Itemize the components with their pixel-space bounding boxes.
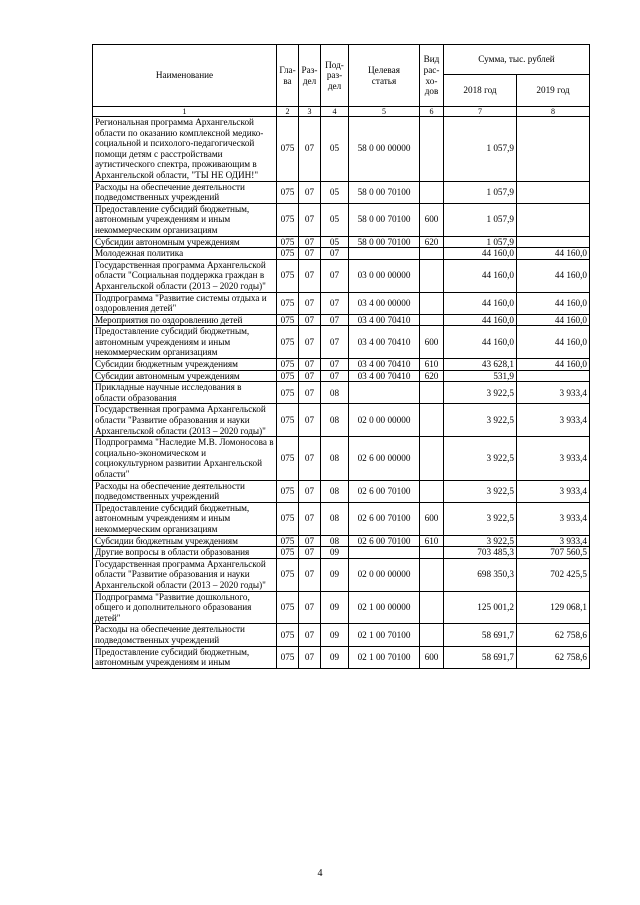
row-podrazdel-cell: 09 [321, 646, 349, 668]
row-vid-cell [420, 314, 444, 326]
row-vid-cell [420, 624, 444, 646]
row-sum-2018-cell: 3 922,5 [444, 404, 517, 437]
row-sum-2018-cell: 1 057,9 [444, 203, 517, 236]
row-razdel-cell: 07 [299, 370, 321, 382]
row-name-cell: Молодежная политика [93, 248, 277, 260]
row-podrazdel-cell: 09 [321, 624, 349, 646]
row-razdel-cell: 07 [299, 326, 321, 359]
table-row [93, 535, 590, 547]
row-vid-cell [420, 259, 444, 292]
header-podrazdel: Под- раз- дел [321, 45, 349, 107]
row-sum-2019-cell: 702 425,5 [517, 558, 590, 591]
row-podrazdel-cell: 09 [321, 558, 349, 591]
table-row [93, 292, 590, 314]
row-name-cell: Предоставление субсидий бюджетным, автономным учреждениям и иным некоммерческим организациям [93, 326, 277, 359]
row-vid-cell: 600 [420, 326, 444, 359]
row-glava-cell: 075 [277, 382, 299, 404]
row-vid-cell: 620 [420, 370, 444, 382]
row-razdel-cell: 07 [299, 382, 321, 404]
header-vid: Вид рас- хо- дов [420, 45, 444, 107]
row-glava-cell: 075 [277, 558, 299, 591]
row-sum-2019-cell: 3 933,4 [517, 437, 590, 480]
table-row [93, 248, 590, 260]
row-sum-2018-cell: 44 160,0 [444, 314, 517, 326]
row-name-cell: Расходы на обеспечение деятельности подведомственных учреждений [93, 181, 277, 203]
header-year-2019: 2019 год [517, 75, 590, 107]
row-razdel-cell: 07 [299, 203, 321, 236]
row-glava-cell: 075 [277, 259, 299, 292]
row-vid-cell: 600 [420, 502, 444, 535]
row-celevaya-cell: 03 4 00 00000 [349, 292, 420, 314]
row-celevaya-cell: 02 1 00 00000 [349, 591, 420, 624]
row-razdel-cell: 07 [299, 314, 321, 326]
row-sum-2018-cell: 3 922,5 [444, 382, 517, 404]
row-celevaya-cell [349, 248, 420, 260]
row-razdel-cell: 07 [299, 181, 321, 203]
row-sum-2019-cell: 62 758,6 [517, 624, 590, 646]
row-glava-cell: 075 [277, 370, 299, 382]
row-vid-cell [420, 382, 444, 404]
col-number: 2 [277, 107, 299, 117]
row-sum-2019-cell: 3 933,4 [517, 480, 590, 502]
row-name-cell: Предоставление субсидий бюджетным, автономным учреждениям и иным некоммерческим организациям [93, 502, 277, 535]
row-podrazdel-cell: 07 [321, 292, 349, 314]
col-number: 4 [321, 107, 349, 117]
row-vid-cell [420, 117, 444, 182]
row-name-cell: Субсидии автономным учреждениям [93, 236, 277, 248]
row-podrazdel-cell: 07 [321, 248, 349, 260]
row-glava-cell: 075 [277, 480, 299, 502]
row-glava-cell: 075 [277, 236, 299, 248]
row-razdel-cell: 07 [299, 624, 321, 646]
row-glava-cell: 075 [277, 292, 299, 314]
col-number: 8 [517, 107, 590, 117]
col-number: 3 [299, 107, 321, 117]
row-podrazdel-cell: 05 [321, 181, 349, 203]
row-vid-cell: 600 [420, 203, 444, 236]
row-glava-cell: 075 [277, 646, 299, 668]
row-razdel-cell: 07 [299, 480, 321, 502]
row-sum-2018-cell: 44 160,0 [444, 259, 517, 292]
row-celevaya-cell: 58 0 00 70100 [349, 203, 420, 236]
table-row [93, 437, 590, 480]
row-glava-cell: 075 [277, 248, 299, 260]
row-vid-cell [420, 181, 444, 203]
row-razdel-cell: 07 [299, 591, 321, 624]
row-razdel-cell: 07 [299, 248, 321, 260]
row-vid-cell [420, 404, 444, 437]
row-sum-2019-cell: 62 758,6 [517, 646, 590, 668]
row-celevaya-cell: 03 4 00 70410 [349, 359, 420, 371]
column-number-row [93, 107, 590, 117]
row-name-cell: Подпрограмма "Наследие М.В. Ломоносова в социально-экономическом и социокультурном развитии Архангельской области" [93, 437, 277, 480]
row-podrazdel-cell: 07 [321, 370, 349, 382]
row-sum-2019-cell: 44 160,0 [517, 259, 590, 292]
row-celevaya-cell: 58 0 00 70100 [349, 181, 420, 203]
row-celevaya-cell [349, 382, 420, 404]
row-sum-2018-cell: 698 350,3 [444, 558, 517, 591]
row-sum-2019-cell: 3 933,4 [517, 502, 590, 535]
page-number: 4 [317, 868, 323, 879]
table-row [93, 382, 590, 404]
table-row [93, 117, 590, 182]
row-glava-cell: 075 [277, 437, 299, 480]
row-vid-cell: 620 [420, 236, 444, 248]
row-sum-2018-cell: 3 922,5 [444, 535, 517, 547]
row-razdel-cell: 07 [299, 502, 321, 535]
row-sum-2018-cell: 44 160,0 [444, 248, 517, 260]
row-celevaya-cell: 03 4 00 70410 [349, 314, 420, 326]
row-celevaya-cell: 58 0 00 70100 [349, 236, 420, 248]
row-podrazdel-cell: 08 [321, 404, 349, 437]
row-razdel-cell: 07 [299, 646, 321, 668]
row-celevaya-cell: 03 0 00 00000 [349, 259, 420, 292]
header-celevaya: Целевая статья [349, 45, 420, 107]
row-celevaya-cell: 02 6 00 70100 [349, 480, 420, 502]
row-sum-2018-cell: 44 160,0 [444, 292, 517, 314]
row-name-cell: Региональная программа Архангельской области по оказанию комплексной медико-социальной и психолого-педагогической помощи детям с расстройствами аутистического спектра, проживающим в Архангельской области, "ТЫ НЕ ОДИН!" [93, 117, 277, 182]
col-number: 5 [349, 107, 420, 117]
table-row [93, 558, 590, 591]
row-razdel-cell: 07 [299, 292, 321, 314]
table-row [93, 181, 590, 203]
row-podrazdel-cell: 08 [321, 535, 349, 547]
row-vid-cell [420, 248, 444, 260]
row-name-cell: Субсидии автономным учреждениям [93, 370, 277, 382]
table-row [93, 646, 590, 668]
row-name-cell: Предоставление субсидий бюджетным, автономным учреждениям и иным некоммерческим организациям [93, 203, 277, 236]
row-celevaya-cell: 02 6 00 70100 [349, 502, 420, 535]
row-sum-2019-cell [517, 236, 590, 248]
row-razdel-cell: 07 [299, 236, 321, 248]
row-sum-2018-cell: 3 922,5 [444, 437, 517, 480]
table-row [93, 314, 590, 326]
row-celevaya-cell: 02 1 00 70100 [349, 646, 420, 668]
row-sum-2018-cell: 1 057,9 [444, 236, 517, 248]
row-sum-2018-cell: 58 691,7 [444, 646, 517, 668]
row-razdel-cell: 07 [299, 259, 321, 292]
row-podrazdel-cell: 09 [321, 591, 349, 624]
row-celevaya-cell [349, 547, 420, 559]
table-row [93, 591, 590, 624]
row-vid-cell: 610 [420, 535, 444, 547]
row-glava-cell: 075 [277, 359, 299, 371]
row-podrazdel-cell: 08 [321, 382, 349, 404]
row-vid-cell: 600 [420, 646, 444, 668]
row-vid-cell [420, 591, 444, 624]
row-sum-2019-cell [517, 181, 590, 203]
row-celevaya-cell: 02 0 00 00000 [349, 404, 420, 437]
row-vid-cell: 610 [420, 359, 444, 371]
row-sum-2018-cell: 1 057,9 [444, 181, 517, 203]
row-sum-2019-cell: 129 068,1 [517, 591, 590, 624]
row-sum-2019-cell: 3 933,4 [517, 535, 590, 547]
row-sum-2018-cell: 58 691,7 [444, 624, 517, 646]
row-podrazdel-cell: 05 [321, 236, 349, 248]
row-sum-2018-cell: 703 485,3 [444, 547, 517, 559]
row-sum-2018-cell: 3 922,5 [444, 480, 517, 502]
row-sum-2018-cell: 1 057,9 [444, 117, 517, 182]
table-row [93, 370, 590, 382]
table-row [93, 259, 590, 292]
table-row [93, 203, 590, 236]
row-razdel-cell: 07 [299, 547, 321, 559]
table-row [93, 404, 590, 437]
table-row [93, 502, 590, 535]
col-number: 6 [420, 107, 444, 117]
row-podrazdel-cell: 08 [321, 502, 349, 535]
col-number: 1 [93, 107, 277, 117]
row-glava-cell: 075 [277, 314, 299, 326]
row-name-cell: Государственная программа Архангельской области "Развитие образования и науки Архангельской области (2013 – 2020 годы)" [93, 558, 277, 591]
row-sum-2018-cell: 43 628,1 [444, 359, 517, 371]
row-name-cell: Государственная программа Архангельской области "Социальная поддержка граждан в Архангельской области (2013 – 2020 годы)" [93, 259, 277, 292]
row-name-cell: Субсидии бюджетным учреждениям [93, 359, 277, 371]
table-row [93, 326, 590, 359]
row-glava-cell: 075 [277, 404, 299, 437]
row-vid-cell [420, 547, 444, 559]
row-glava-cell: 075 [277, 117, 299, 182]
row-razdel-cell: 07 [299, 359, 321, 371]
row-sum-2019-cell: 3 933,4 [517, 404, 590, 437]
row-podrazdel-cell: 05 [321, 117, 349, 182]
row-sum-2019-cell [517, 370, 590, 382]
row-razdel-cell: 07 [299, 404, 321, 437]
row-name-cell: Подпрограмма "Развитие дошкольного, общего и дополнительного образования детей" [93, 591, 277, 624]
row-podrazdel-cell: 09 [321, 547, 349, 559]
row-glava-cell: 075 [277, 181, 299, 203]
table-row [93, 547, 590, 559]
table-row [93, 624, 590, 646]
header-glava: Гла- ва [277, 45, 299, 107]
row-vid-cell [420, 437, 444, 480]
row-name-cell: Подпрограмма "Развитие системы отдыха и оздоровления детей" [93, 292, 277, 314]
row-sum-2019-cell: 44 160,0 [517, 326, 590, 359]
budget-table [92, 44, 590, 669]
table-row [93, 236, 590, 248]
row-name-cell: Предоставление субсидий бюджетным, автономным учреждениям и иным [93, 646, 277, 668]
row-sum-2019-cell: 44 160,0 [517, 292, 590, 314]
row-name-cell: Расходы на обеспечение деятельности подведомственных учреждений [93, 480, 277, 502]
row-razdel-cell: 07 [299, 558, 321, 591]
row-sum-2018-cell: 531,9 [444, 370, 517, 382]
row-name-cell: Другие вопросы в области образования [93, 547, 277, 559]
row-sum-2018-cell: 44 160,0 [444, 326, 517, 359]
row-celevaya-cell: 58 0 00 00000 [349, 117, 420, 182]
row-podrazdel-cell: 05 [321, 203, 349, 236]
budget-table-body [93, 117, 590, 669]
row-podrazdel-cell: 07 [321, 326, 349, 359]
row-glava-cell: 075 [277, 326, 299, 359]
col-number: 7 [444, 107, 517, 117]
row-celevaya-cell: 03 4 00 70410 [349, 326, 420, 359]
row-podrazdel-cell: 07 [321, 259, 349, 292]
row-celevaya-cell: 02 1 00 70100 [349, 624, 420, 646]
row-sum-2019-cell [517, 203, 590, 236]
header-year-2018: 2018 год [444, 75, 517, 107]
row-celevaya-cell: 02 6 00 00000 [349, 437, 420, 480]
row-sum-2018-cell: 125 001,2 [444, 591, 517, 624]
row-glava-cell: 075 [277, 547, 299, 559]
row-glava-cell: 075 [277, 502, 299, 535]
row-sum-2019-cell [517, 117, 590, 182]
row-name-cell: Субсидии бюджетным учреждениям [93, 535, 277, 547]
row-sum-2019-cell: 707 560,5 [517, 547, 590, 559]
row-glava-cell: 075 [277, 624, 299, 646]
row-celevaya-cell: 02 6 00 70100 [349, 535, 420, 547]
row-sum-2019-cell: 44 160,0 [517, 314, 590, 326]
row-razdel-cell: 07 [299, 437, 321, 480]
table-row [93, 480, 590, 502]
row-name-cell: Прикладные научные исследования в области образования [93, 382, 277, 404]
row-podrazdel-cell: 08 [321, 480, 349, 502]
row-razdel-cell: 07 [299, 117, 321, 182]
row-sum-2019-cell: 44 160,0 [517, 248, 590, 260]
row-vid-cell [420, 558, 444, 591]
table-row [93, 359, 590, 371]
row-podrazdel-cell: 07 [321, 359, 349, 371]
row-glava-cell: 075 [277, 535, 299, 547]
row-podrazdel-cell: 07 [321, 314, 349, 326]
row-glava-cell: 075 [277, 591, 299, 624]
row-glava-cell: 075 [277, 203, 299, 236]
row-name-cell: Мероприятия по оздоровлению детей [93, 314, 277, 326]
row-razdel-cell: 07 [299, 535, 321, 547]
row-vid-cell [420, 292, 444, 314]
row-celevaya-cell: 03 4 00 70410 [349, 370, 420, 382]
row-name-cell: Государственная программа Архангельской области "Развитие образования и науки Архангельской области (2013 – 2020 годы)" [93, 404, 277, 437]
row-sum-2019-cell: 3 933,4 [517, 382, 590, 404]
row-podrazdel-cell: 08 [321, 437, 349, 480]
header-razdel: Раз- дел [299, 45, 321, 107]
row-celevaya-cell: 02 0 00 00000 [349, 558, 420, 591]
row-name-cell: Расходы на обеспечение деятельности подведомственных учреждений [93, 624, 277, 646]
row-vid-cell [420, 480, 444, 502]
row-sum-2019-cell: 44 160,0 [517, 359, 590, 371]
header-name: Наименование [93, 45, 277, 107]
row-sum-2018-cell: 3 922,5 [444, 502, 517, 535]
header-summa: Сумма, тыс. рублей [444, 45, 590, 75]
